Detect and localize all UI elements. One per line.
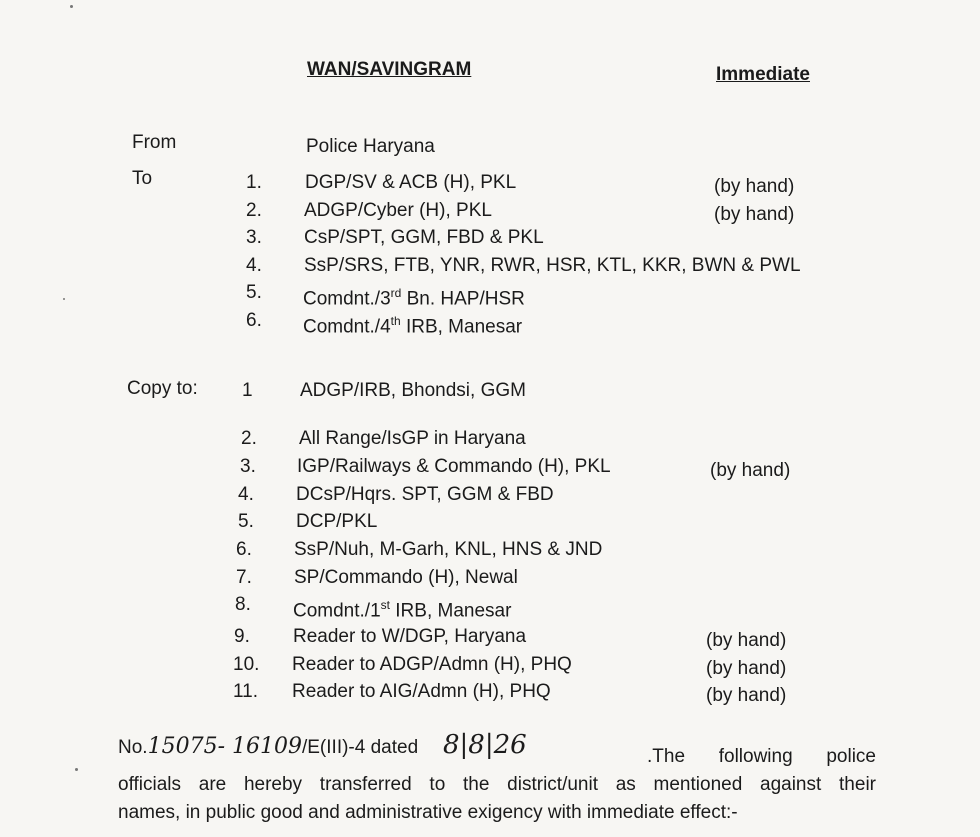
handwritten-date: 8|8|26 bbox=[443, 730, 527, 760]
copy-item-note: (by hand) bbox=[706, 685, 787, 706]
to-item-number: 2. bbox=[246, 200, 262, 221]
copy-item-number: 10. bbox=[233, 654, 260, 675]
copy-item-number: 7. bbox=[236, 567, 252, 588]
copy-item-text: Reader to AIG/Admn (H), PHQ bbox=[292, 681, 551, 702]
body-line-3: names, in public good and administrative exigency with immediate effect:- bbox=[118, 802, 738, 823]
copy-item-text: Comdnt./1st IRB, Manesar bbox=[293, 598, 512, 622]
copy-item-text: All Range/IsGP in Haryana bbox=[299, 428, 526, 449]
from-label: From bbox=[132, 132, 177, 153]
to-item-number: 1. bbox=[246, 172, 262, 193]
to-item-text: DGP/SV & ACB (H), PKL bbox=[305, 172, 517, 193]
copy-item-text: DCsP/Hqrs. SPT, GGM & FBD bbox=[296, 484, 554, 505]
copy-item-note: (by hand) bbox=[710, 460, 791, 481]
from-value: Police Haryana bbox=[306, 136, 435, 157]
to-item-note: (by hand) bbox=[714, 204, 795, 225]
to-item-number: 3. bbox=[246, 227, 262, 248]
copy-item-number: 9. bbox=[234, 626, 250, 647]
copy-to-label: Copy to: bbox=[127, 378, 198, 399]
copy-item-number: 3. bbox=[240, 456, 256, 477]
to-item-text: Comdnt./4th IRB, Manesar bbox=[303, 314, 523, 338]
copy-item-note: (by hand) bbox=[706, 630, 787, 651]
to-item-text: CsP/SPT, GGM, FBD & PKL bbox=[304, 227, 544, 248]
scan-speck bbox=[63, 298, 65, 300]
priority-label: Immediate bbox=[716, 64, 810, 85]
body-line-2: officials are hereby transferred to the district/unit as mentioned against their bbox=[118, 774, 876, 795]
body-word: following bbox=[718, 746, 793, 767]
scan-speck bbox=[70, 5, 73, 8]
to-item-text: Comdnt./3rd Bn. HAP/HSR bbox=[303, 286, 525, 310]
scan-speck bbox=[75, 768, 78, 771]
copy-item-text: ADGP/IRB, Bhondsi, GGM bbox=[300, 380, 526, 401]
to-item-text: ADGP/Cyber (H), PKL bbox=[304, 200, 492, 221]
copy-item-text: SsP/Nuh, M-Garh, KNL, HNS & JND bbox=[294, 539, 603, 560]
to-item-number: 4. bbox=[246, 255, 262, 276]
copy-item-number: 2. bbox=[241, 428, 257, 449]
copy-item-text: Reader to ADGP/Admn (H), PHQ bbox=[292, 654, 572, 675]
body-line-1-end bbox=[647, 746, 876, 768]
copy-item-text: Reader to W/DGP, Haryana bbox=[293, 626, 527, 647]
body-word: police bbox=[826, 746, 876, 767]
copy-item-text: SP/Commando (H), Newal bbox=[294, 567, 518, 588]
copy-item-number: 1 bbox=[242, 380, 253, 401]
reference-number-line bbox=[118, 736, 418, 759]
to-item-number: 5. bbox=[246, 282, 262, 303]
to-item-number: 6. bbox=[246, 310, 262, 331]
handwritten-number: 15075- 16109 bbox=[147, 734, 302, 759]
copy-item-text: DCP/PKL bbox=[296, 511, 378, 532]
to-item-note: (by hand) bbox=[714, 176, 795, 197]
reference-suffix: /E(III)-4 dated bbox=[301, 737, 419, 758]
copy-item-note: (by hand) bbox=[706, 658, 787, 679]
copy-item-number: 8. bbox=[235, 594, 251, 615]
to-label: To bbox=[132, 168, 153, 189]
copy-item-number: 6. bbox=[236, 539, 252, 560]
copy-item-number: 11. bbox=[233, 681, 259, 702]
document-title: WAN/SAVINGRAM bbox=[307, 59, 472, 80]
to-item-text: SsP/SRS, FTB, YNR, RWR, HSR, KTL, KKR, BWN & PWL bbox=[304, 255, 801, 276]
body-word: .The bbox=[647, 746, 686, 767]
copy-item-number: 5. bbox=[238, 511, 254, 532]
copy-item-number: 4. bbox=[238, 484, 254, 505]
reference-prefix: No. bbox=[118, 737, 148, 758]
copy-item-text: IGP/Railways & Commando (H), PKL bbox=[297, 456, 611, 477]
